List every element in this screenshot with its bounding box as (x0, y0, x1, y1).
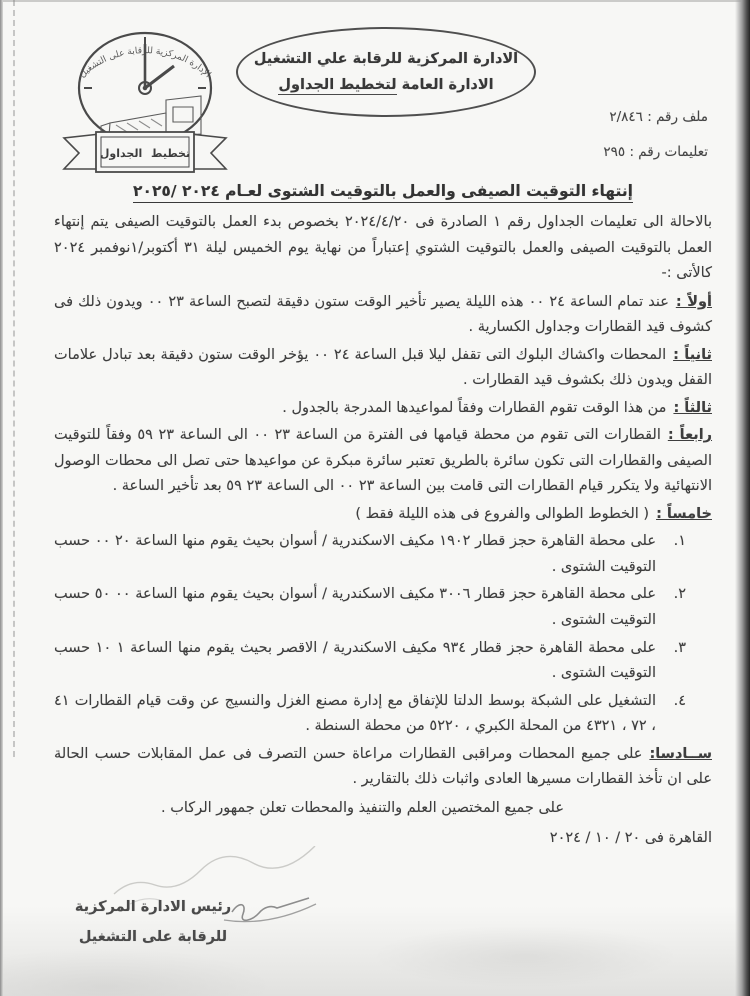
department-logo (46, 8, 244, 180)
date-line: القاهرة فى ٢٠ / ١٠ / ٢٠٢٤ (549, 830, 712, 847)
clause-first-label: أولاً : (675, 293, 712, 310)
item-4-marker: ٤. (673, 692, 686, 709)
header-oval (236, 27, 536, 117)
clause-first (54, 290, 712, 341)
header-line2: الادارة العامة لتخطيط الجداول (278, 77, 494, 93)
numbered-item-2 (54, 582, 686, 633)
item-3-text: على محطة القاهرة حجز قطار ٩٣٤ مكيف الاسكندرية / الاقصر بحيث يقوم منها الساعة ١ ١٠ حسب التوقيت الشتوى . (54, 639, 657, 682)
clause-third-label: ثالثاً : (673, 399, 712, 416)
signature-title-line2: للرقابة على التشغيل (78, 928, 228, 945)
instructions-number-line: تعليمات رقم : ٢٩٥ (603, 144, 708, 161)
intro-paragraph: بالاحالة الى تعليمات الجداول رقم ١ الصادرة فى ٢٠٢٤/٤/٢٠ بخصوص بدء العمل بالتوقيت الصيفى يتم إنتهاء العمل بالتوقيت الصيفى والعمل بالتوقيت الشتوي إعتباراً من نهاية يوم الخميس ليلة ٣١ أكتوبر/١نوفمبر ٢٠٢٤ كالأتى :- (54, 214, 712, 282)
clause-first-text: عند تمام الساعة ٢٤ ٠٠ هذه الليلة يصير تأخير الوقت ستون دقيقة لتصبح الساعة ٢٣ ٠٠ ويدون ذلك فى كشوف قيد القطارات وجداول الكسارية . (54, 293, 712, 336)
numbered-item-3 (54, 636, 686, 687)
clause-fifth-label: خامساً : (656, 505, 712, 522)
numbered-item-1 (54, 529, 686, 580)
file-number-line: ملف رقم : ٢/٨٤٦ (609, 109, 708, 125)
clause-sixth-label: ســادسا: (649, 745, 712, 762)
clause-fourth-text: القطارات التى تقوم من محطة قيامها فى الفترة من الساعة ٢٣ ٠٠ الى الساعة ٢٣ ٥٩ وفقاً للتوقيت الصيفى والقطارات التى تكون سائرة بالطريق تعتبر سائرة مبكرة عن مواعيدها حتى تصل الى محطات الوصول الانتهائية ولا يتكرر قيام القطارات التى قامت بين الساعة ٢٣ ٠٠ الى الساعة ٢٣ ٥٩ بعد تأخير الساعة . (54, 427, 712, 495)
item-2-marker: ٢. (673, 586, 686, 603)
clock-icon (79, 33, 211, 143)
clause-fourth (54, 423, 712, 500)
ribbon-text: تخطيط الجداول (99, 147, 191, 160)
document-body (54, 178, 712, 852)
clause-fourth-label: رابعاً : (667, 427, 713, 444)
item-1-marker: ١. (673, 533, 686, 550)
clause-fifth (54, 502, 712, 528)
ribbon-banner (64, 132, 226, 172)
item-2-text: على محطة القاهرة حجز قطار ٣٠٠٦ مكيف الاسكندرية / أسوان بحيث يقوم منها الساعة ٠٠ ٥٠ حسب التوقيت الشتوى . (54, 586, 656, 628)
numbered-item-4 (54, 689, 686, 740)
reference-numbers (603, 100, 708, 170)
clause-sixth-text: على جميع المحطات ومراقبى القطارات مراعاة حسن التصرف فى عمل المقابلات حسب الحالة على ان تأخذ القطارات مسيرها العادى واثبات ذلك بالتقارير . (54, 745, 712, 788)
fold-dashed-line (13, 0, 15, 757)
clause-second-text: المحطات واكشاك البلوك التى تقفل ليلا قبل الساعة ٢٤ ٠٠ يؤخر الوقت ستون دقيقة بعد تبادل علامات القفل ويدون ذلك بكشوف قيد القطارات . (54, 346, 712, 389)
header-line1: الادارة المركزية للرقابة علي التشغيل (253, 50, 519, 67)
clause-fifth-text: ( الخطوط الطوالى والفروع فى هذه الليلة فقط ) (355, 505, 650, 522)
signature-block (60, 893, 246, 952)
clause-third (54, 396, 712, 422)
clause-sixth (54, 742, 712, 793)
scan-top-edge (0, 0, 750, 2)
signature-title-line1: رئيس الادارة المركزية (74, 899, 232, 915)
clause-second (54, 343, 712, 394)
item-1-text: على محطة القاهرة حجز قطار ١٩٠٢ مكيف الاسكندرية / أسوان بحيث يقوم منها الساعة ٢٠ ٠٠ حسب التوقيت الشتوى . (54, 533, 656, 575)
item-4-text: التشغيل على الشبكة بوسط الدلتا للإتفاق مع إدارة مصنع الغزل والنسيج عن وقت قيام القطارات ٤١ ، ٧٢ ، ٤٣٢١ من المحلة الكبري ، ٥٢٢٠ من محطة السنطة . (54, 692, 656, 735)
scan-right-edge (735, 0, 750, 996)
clause-second-label: ثانياً : (673, 346, 712, 363)
clause-third-text: من هذا الوقت تقوم القطارات وفقاً لمواعيدها المدرجة بالجدول . (282, 399, 667, 416)
scan-left-edge (0, 0, 3, 996)
logo-curved-text: الإدارة المركزية للرقابة على التشغيل (77, 46, 213, 80)
closing-line: على جميع المختصين العلم والتنفيذ والمحطات تعلن جمهور الركاب . (161, 799, 564, 816)
document-title: إنتهاء التوقيت الصيفى والعمل بالتوقيت الشتوى لعـام ٢٠٢٤ /٢٠٢٥ (54, 178, 712, 205)
item-3-marker: ٣. (673, 639, 686, 656)
numbered-list (54, 529, 712, 739)
